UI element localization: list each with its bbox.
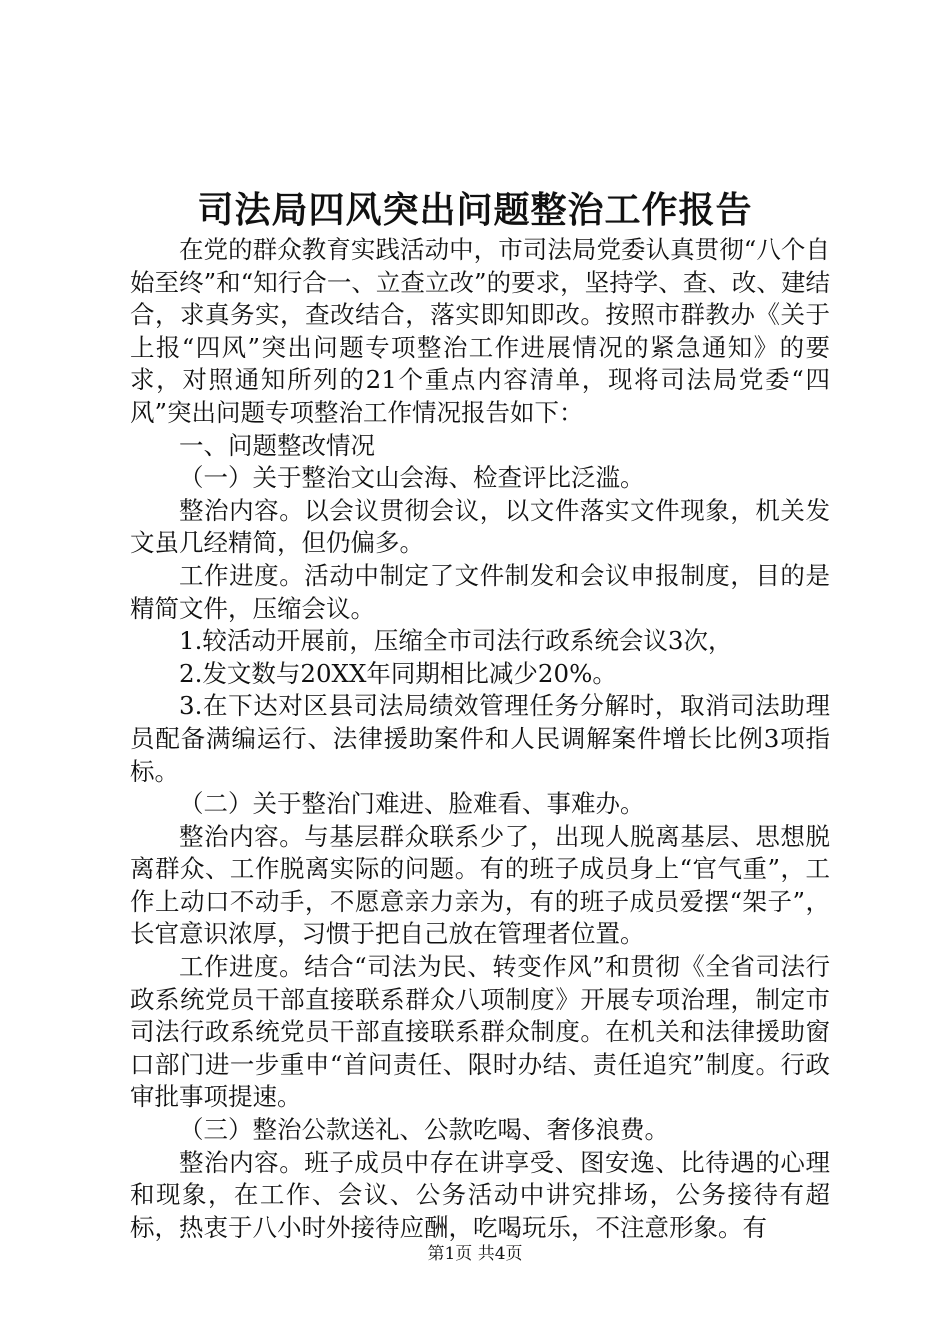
subsection-heading: （三）整治公款送礼、公款吃喝、奢侈浪费。 (179, 1115, 669, 1145)
paragraph: 工作进度。活动中制定了文件制发和会议申报制度，目的是精简文件，压缩会议。 (130, 560, 830, 623)
paragraph: 工作进度。结合“司法为民、转变作风”和贯彻《全省司法行政系统党员干部直接联系群众八项制度》开展专项治理，制定市司法行政系统党员干部直接联系群众制度。在机关和法律援助窗口部门进一步重申“首问责任、限时办结、责任追究”制度。行政审批事项提速。 (130, 952, 830, 1112)
list-item: 3.在下达对区县司法局绩效管理任务分解时，取消司法助理员配备满编运行、法律援助案件和人民调解案件增长比例3项指标。 (130, 691, 830, 786)
page-number: 第1页 共4页 (427, 1244, 523, 1264)
section-heading: 一、问题整改情况 (179, 430, 375, 460)
document-body (130, 234, 830, 1244)
list-item: 2.发文数与20XX年同期相比减少20%。 (179, 658, 617, 688)
paragraph-intro: 在党的群众教育实践活动中，市司法局党委认真贯彻“八个自始至终”和“知行合一、立查立改”的要求，坚持学、查、改、建结合，求真务实，查改结合，落实即知即改。按照市群教办《关于上报“四风”突出问题专项整治工作进展情况的紧急通知》的要求，对照通知所列的21个重点内容清单，现将司法局党委“四风”突出问题专项整治工作情况报告如下： (130, 235, 830, 427)
paragraph: 整治内容。班子成员中存在讲享受、图安逸、比待遇的心理和现象，在工作、会议、公务活动中讲究排场，公务接待有超标，热衷于八小时外接待应酬，吃喝玩乐，不注意形象。有 (130, 1147, 830, 1242)
paragraph: 整治内容。以会议贯彻会议，以文件落实文件现象，机关发文虽几经精简，但仍偏多。 (130, 495, 830, 558)
list-item: 1.较活动开展前，压缩全市司法行政系统会议3次， (179, 626, 733, 656)
subsection-heading: （二）关于整治门难进、脸难看、事难办。 (179, 789, 645, 819)
subsection-heading: （一）关于整治文山会海、检查评比泛滥。 (179, 463, 645, 493)
document-title: 司法局四风突出问题整治工作报告 (197, 189, 753, 231)
paragraph: 整治内容。与基层群众联系少了，出现人脱离基层、思想脱离群众、工作脱离实际的问题。有的班子成员身上“官气重”，工作上动口不动手，不愿意亲力亲为，有的班子成员爱摆“架子”，长官意识浓厚，习惯于把自己放在管理者位置。 (130, 821, 830, 949)
